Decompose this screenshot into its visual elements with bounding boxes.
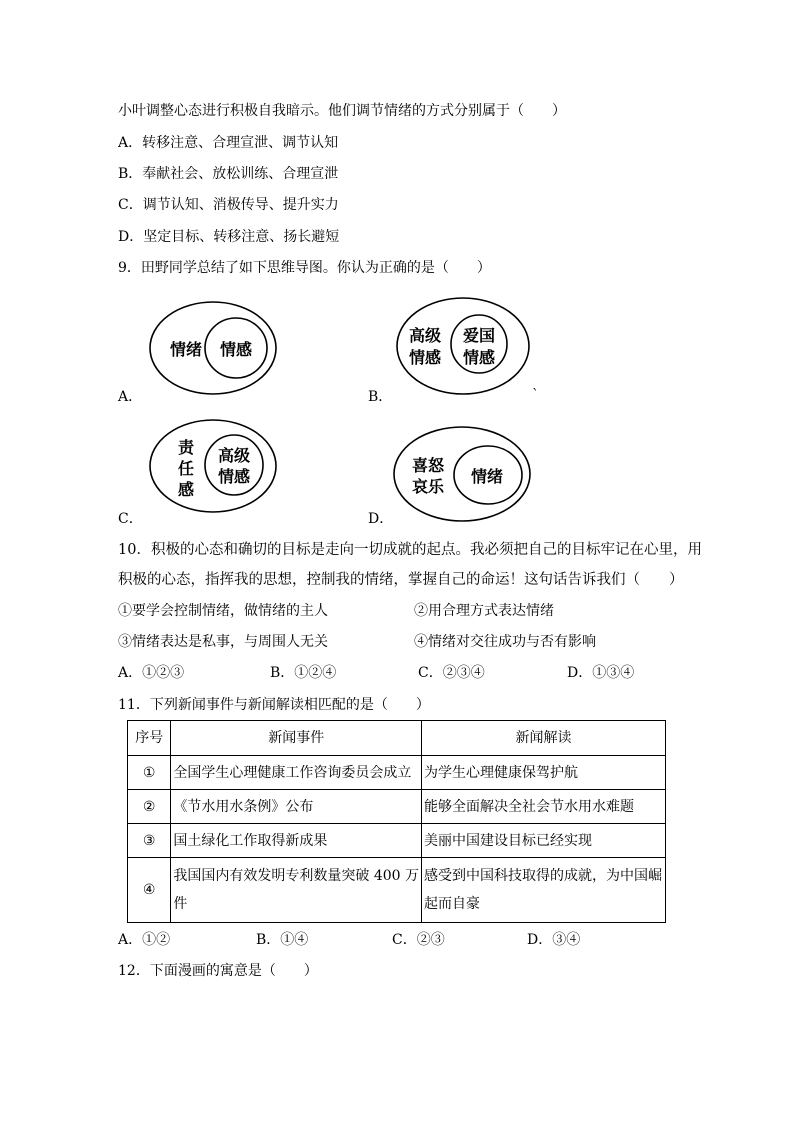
row-reading: 美丽中国建设目标已经实现 xyxy=(422,824,666,858)
outer-label-line1: 责 xyxy=(178,438,195,457)
outer-label: 情绪 xyxy=(170,340,203,359)
table-row xyxy=(128,824,666,858)
q9-diagram-a-svg xyxy=(148,300,278,396)
q10-option-d[interactable]: D．①③④ xyxy=(567,665,635,681)
row-no: ② xyxy=(128,790,171,824)
q9-option-b[interactable]: B． xyxy=(368,389,393,405)
row-no: ③ xyxy=(128,824,171,858)
q8-option-c[interactable]: C．调节认知、消极传导、提升实力 xyxy=(118,197,339,213)
header-reading: 新闻解读 xyxy=(422,721,666,756)
q12-stem: 12．下面漫画的寓意是（ ） xyxy=(118,963,318,979)
row-no: ④ xyxy=(128,858,171,923)
q9-option-a[interactable]: A． xyxy=(118,389,143,405)
outer-circle xyxy=(150,302,276,394)
row-no: ① xyxy=(128,756,171,790)
outer-label-line2: 任 xyxy=(178,459,195,478)
q10-option-a[interactable]: A．①②③ xyxy=(118,665,185,681)
outer-label-line1: 高级 xyxy=(409,326,442,345)
q8-option-a[interactable]: A．转移注意、合理宣泄、调节认知 xyxy=(118,135,339,151)
q10-option-b[interactable]: B．①②④ xyxy=(270,665,337,681)
row-event: 全国学生心理健康工作咨询委员会成立 xyxy=(171,756,422,790)
q10-item-4: ④情绪对交往成功与否有影响 xyxy=(414,634,596,650)
row-event-line1: 我国国内有效发明专利数量突破 400 万 xyxy=(173,868,420,884)
outer-label-line2: 情感 xyxy=(409,348,442,367)
q9-diagram-d-svg xyxy=(392,425,532,523)
q10-item-1: ①要学会控制情绪，做情绪的主人 xyxy=(118,603,328,619)
row-reading-line2: 起而自豪 xyxy=(424,896,481,912)
q10-item-3: ③情绪表达是私事，与周围人无关 xyxy=(118,634,328,650)
table-header-row xyxy=(128,721,666,756)
table-row xyxy=(128,756,666,790)
row-event: 国土绿化工作取得新成果 xyxy=(171,824,422,858)
header-event: 新闻事件 xyxy=(171,721,422,756)
q9-diagram-b-svg xyxy=(395,296,531,396)
row-reading: 能够全面解决全社会节水用水难题 xyxy=(422,790,666,824)
table-row xyxy=(128,790,666,824)
q11-option-c[interactable]: C．②③ xyxy=(392,932,445,948)
q11-option-a[interactable]: A．①② xyxy=(118,932,171,948)
q11-stem: 11．下列新闻事件与新闻解读相匹配的是（ ） xyxy=(118,697,430,713)
q9-option-d[interactable]: D． xyxy=(368,511,394,527)
q10-stem-line2: 积极的心态，指挥我的思想，控制我的情绪，掌握自己的命运！这句话告诉我们（ ） xyxy=(118,572,684,588)
q9-option-c[interactable]: C． xyxy=(118,511,143,527)
row-event-line2: 件 xyxy=(173,896,188,912)
inner-label: 情绪 xyxy=(471,467,504,486)
row-reading: 为学生心理健康保驾护航 xyxy=(422,756,666,790)
q9-diagram-c xyxy=(148,418,278,518)
q10-stem-line1: 10．积极的心态和确切的目标是走向一切成就的起点。我必须把自己的目标牢记在心里，用 xyxy=(118,542,702,558)
outer-label-line2: 哀乐 xyxy=(412,477,445,496)
inner-label-line1: 高级 xyxy=(218,446,251,465)
inner-label-line1: 爱国 xyxy=(463,326,496,345)
inner-label-line2: 情感 xyxy=(218,467,251,486)
news-table xyxy=(127,720,666,923)
q9-stray-mark: ` xyxy=(532,387,539,403)
outer-label-line3: 感 xyxy=(178,480,195,499)
row-event: 《节水用水条例》公布 xyxy=(171,790,422,824)
inner-label-line2: 情感 xyxy=(463,348,496,367)
row-reading-line1: 感受到中国科技取得的成就，为中国崛 xyxy=(424,868,663,884)
q9-diagram-a xyxy=(148,300,278,400)
outer-circle xyxy=(150,420,276,512)
q9-diagram-c-svg xyxy=(148,418,278,514)
outer-circle xyxy=(397,298,529,394)
q8-option-d[interactable]: D．坚定目标、转移注意、扬长避短 xyxy=(118,229,340,245)
q11-option-b[interactable]: B．①④ xyxy=(256,932,309,948)
inner-label: 情感 xyxy=(220,340,253,359)
q10-option-c[interactable]: C．②③④ xyxy=(418,665,485,681)
table-row xyxy=(128,858,666,923)
q9-stem: 9．田野同学总结了如下思维导图。你认为正确的是（ ） xyxy=(118,260,491,276)
row-reading xyxy=(422,858,666,923)
header-no: 序号 xyxy=(128,721,171,756)
outer-label-line1: 喜怒 xyxy=(412,456,445,475)
q11-option-d[interactable]: D．③④ xyxy=(527,932,581,948)
row-event xyxy=(171,858,422,923)
q8-option-b[interactable]: B．奉献社会、放松训练、合理宣泄 xyxy=(118,166,339,182)
q8-stem-tail: 小叶调整心态进行积极自我暗示。他们调节情绪的方式分别属于（ ） xyxy=(118,103,566,119)
inner-circle xyxy=(205,435,263,495)
q10-item-2: ②用合理方式表达情绪 xyxy=(414,603,554,619)
q9-diagram-b xyxy=(395,296,531,400)
q9-diagram-d xyxy=(392,425,532,527)
